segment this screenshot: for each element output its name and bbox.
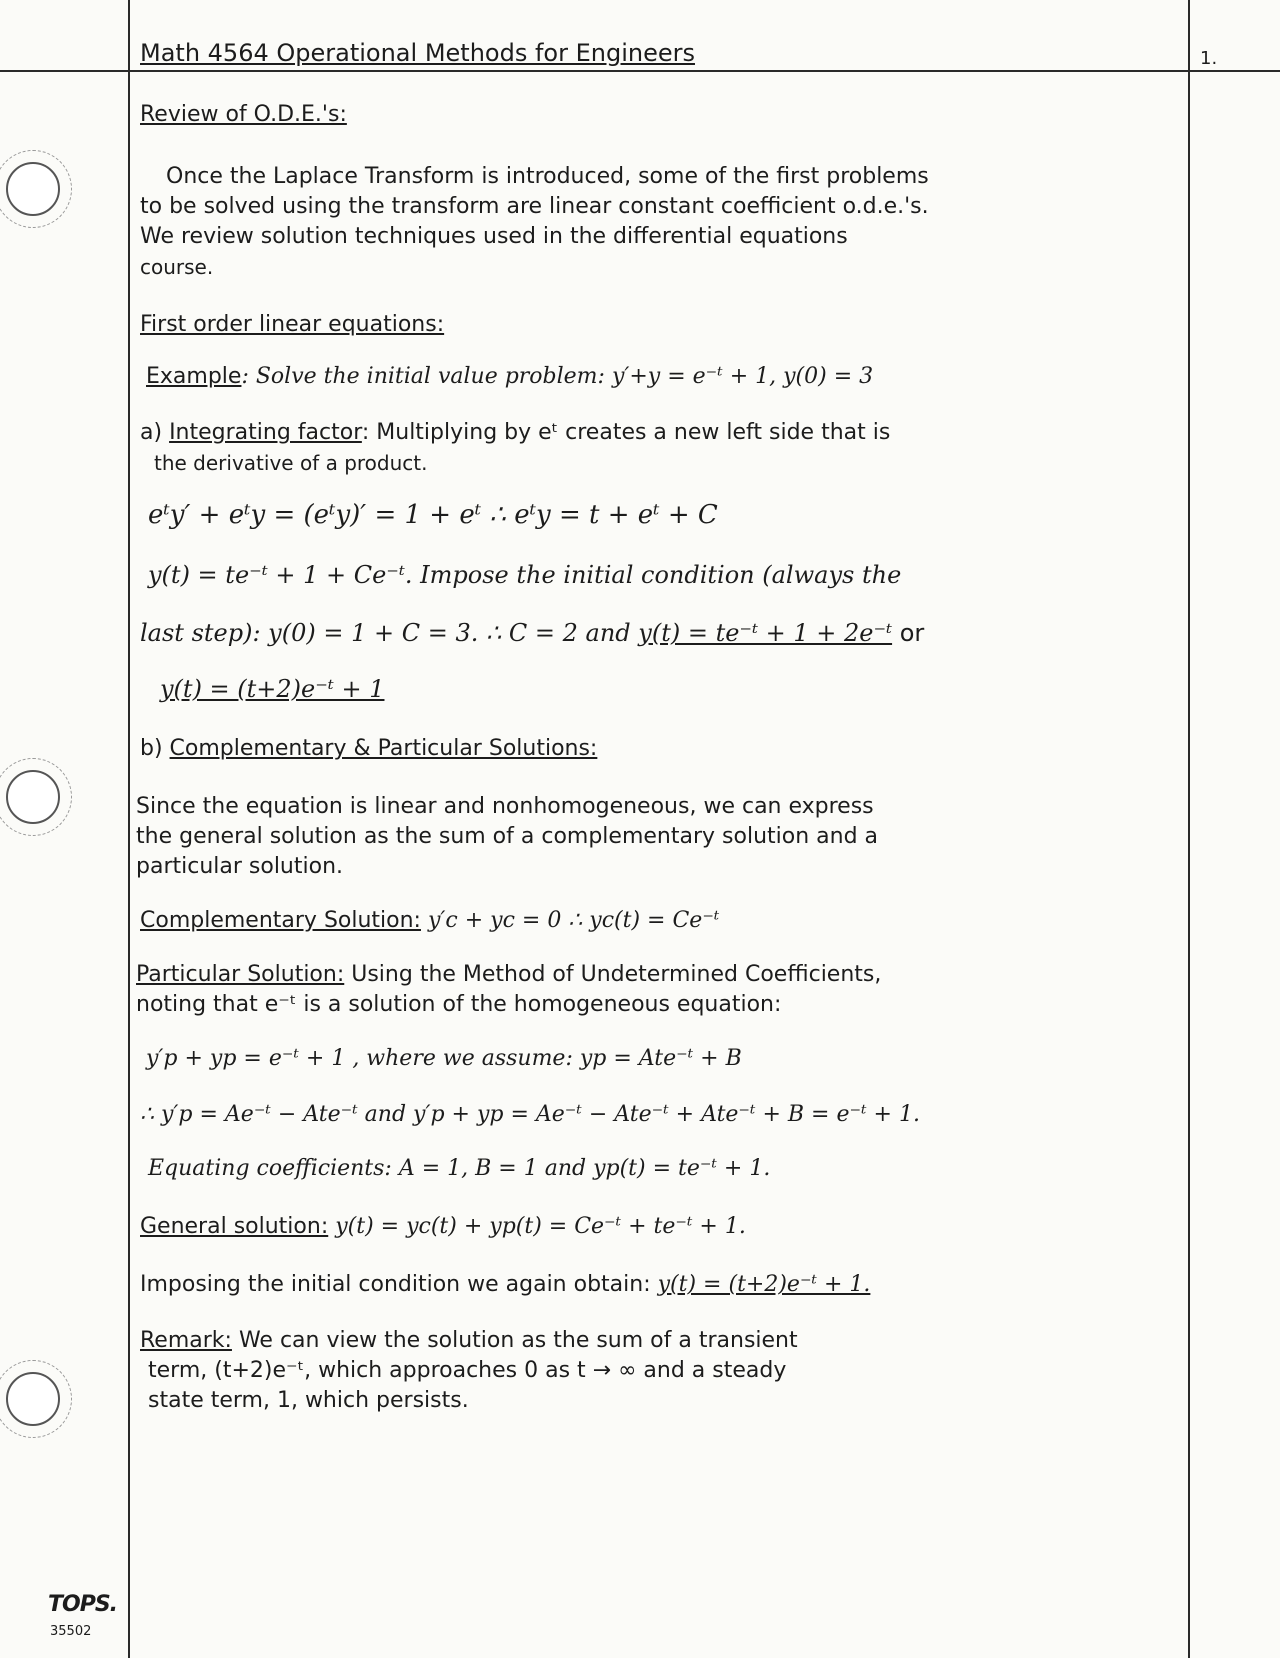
punch-hole-bottom (6, 1372, 60, 1426)
particular-label: Particular Solution: (136, 962, 345, 987)
remark-line-1 (140, 1326, 1140, 1356)
punch-hole-middle (6, 770, 60, 824)
remark-line-2: term, (t+2)e⁻ᵗ, which approaches 0 as t → ∞ and a steady (148, 1358, 787, 1383)
integrating-factor-heading: Integrating factor (169, 420, 362, 445)
equation-3c: or (892, 619, 925, 647)
equation-1: eᵗy′ + eᵗy = (eᵗy)′ = 1 + eᵗ ∴ eᵗy = t + eᵗ + C (148, 500, 718, 530)
remark-label: Remark: (140, 1328, 232, 1353)
example-text: : Solve the initial value problem: y′+y = e⁻ᵗ + 1, y(0) = 3 (241, 364, 874, 389)
remark-text-1: We can view the solution as the sum of a transient (231, 1328, 798, 1353)
equation-3-line (140, 618, 1140, 648)
general-solution-equation: y(t) = yc(t) + yp(t) = Ce⁻ᵗ + te⁻ᵗ + 1. (328, 1214, 746, 1239)
tops-logo: TOPS. (48, 1592, 118, 1617)
imposing-line (140, 1270, 1140, 1300)
equation-3a: last step): y(0) = 1 + C = 3. ∴ C = 2 and (140, 619, 639, 647)
imposing-equation: y(t) = (t+2)e⁻ᵗ + 1. (657, 1272, 871, 1297)
nonhomog-line-1: Since the equation is linear and nonhomogeneous, we can express (136, 794, 874, 819)
complementary-label: Complementary Solution: (140, 908, 421, 933)
particular-equation-1: y′p + yp = e⁻ᵗ + 1 , where we assume: yp = Ate⁻ᵗ + B (146, 1046, 742, 1071)
review-heading: Review of O.D.E.'s: (140, 102, 347, 127)
particular-text-2: noting that e⁻ᵗ is a solution of the homogeneous equation: (136, 992, 782, 1017)
intro-line-2: to be solved using the transform are linear constant coefficient o.d.e.'s. (140, 194, 929, 219)
general-solution-line (140, 1212, 1140, 1242)
part-b-label: b) (140, 736, 170, 761)
complementary-line (140, 906, 1140, 936)
particular-line (136, 960, 1136, 990)
header-rule (0, 70, 1280, 72)
particular-text: Using the Method of Undetermined Coefficients, (344, 962, 882, 987)
part-a-label: a) (140, 420, 170, 445)
general-solution-label: General solution: (140, 1214, 329, 1239)
particular-equation-2: ∴ y′p = Ae⁻ᵗ − Ate⁻ᵗ and y′p + yp = Ae⁻ᵗ − Ate⁻ᵗ + Ate⁻ᵗ + B = e⁻ᵗ + 1. (140, 1102, 920, 1127)
part-b-heading: Complementary & Particular Solutions: (169, 736, 598, 761)
complementary-equation: y′c + yc = 0 ∴ yc(t) = Ce⁻ᵗ (420, 908, 720, 933)
imposing-text: Imposing the initial condition we again obtain: (140, 1272, 658, 1297)
integrating-factor-line (140, 418, 1140, 448)
tops-code: 35502 (50, 1624, 92, 1639)
equating-coefficients: Equating coefficients: A = 1, B = 1 and yp(t) = te⁻ᵗ + 1. (148, 1156, 771, 1181)
intro-line-1: Once the Laplace Transform is introduced, some of the first problems (166, 164, 929, 189)
punch-hole-top (6, 162, 60, 216)
equation-4: y(t) = (t+2)e⁻ᵗ + 1 (160, 675, 385, 703)
nonhomog-line-3: particular solution. (136, 854, 344, 879)
integrating-factor-text-2: the derivative of a product. (154, 451, 428, 475)
page-number: 1. (1200, 48, 1218, 69)
example-line (146, 362, 1146, 392)
intro-line-3: We review solution techniques used in the differential equations (140, 224, 848, 249)
intro-line-4: course. (140, 255, 214, 279)
right-margin-rule (1188, 0, 1190, 1658)
nonhomog-line-2: the general solution as the sum of a complementary solution and a (136, 824, 879, 849)
equation-2: y(t) = te⁻ᵗ + 1 + Ce⁻ᵗ. Impose the initial condition (always the (148, 561, 902, 589)
page-title: Math 4564 Operational Methods for Engineers (140, 39, 695, 67)
integrating-factor-text: : Multiplying by eᵗ creates a new left side that is (361, 420, 891, 445)
remark-line-3: state term, 1, which persists. (148, 1388, 469, 1413)
first-order-heading: First order linear equations: (140, 312, 445, 337)
left-margin-rule (128, 0, 130, 1658)
part-b-line (140, 734, 1140, 764)
example-label: Example (146, 364, 242, 389)
equation-3b: y(t) = te⁻ᵗ + 1 + 2e⁻ᵗ (638, 619, 893, 647)
